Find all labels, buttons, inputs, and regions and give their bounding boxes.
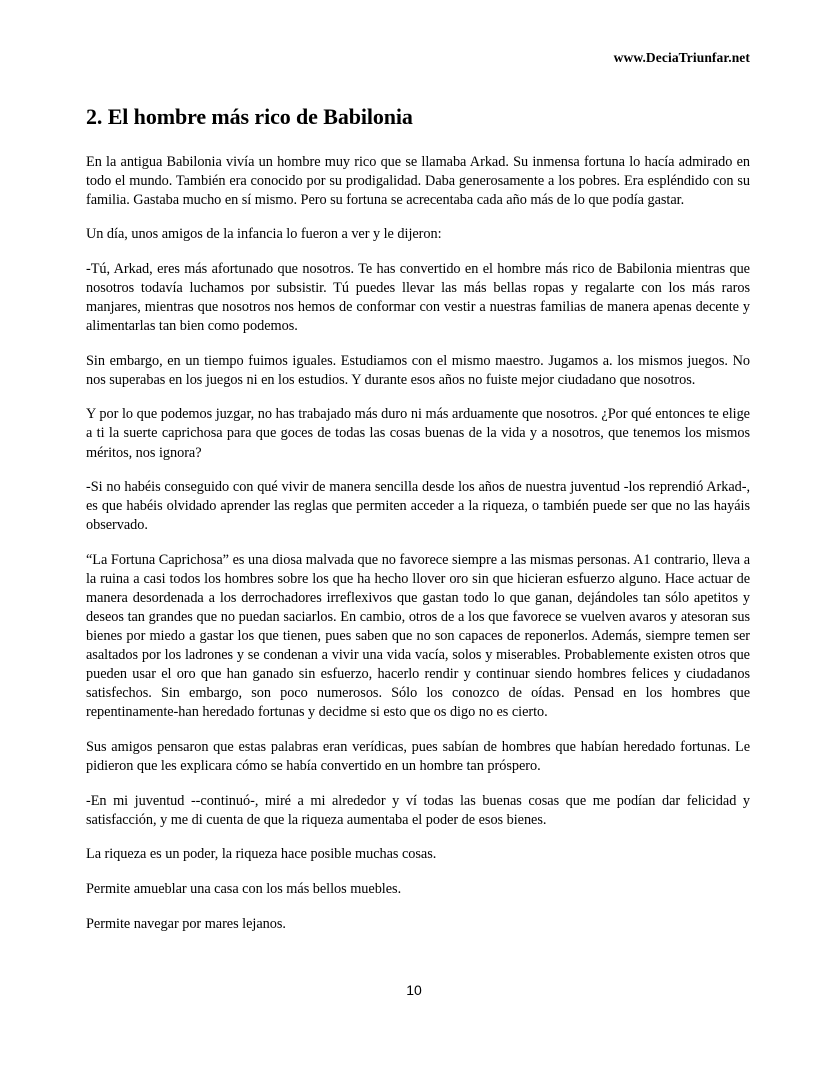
paragraph: “La Fortuna Caprichosa” es una diosa malvada que no favorece siempre a las mismas personas. A1 contrario, lleva a la ruina a casi todos los hombres sobre los que ha hecho llover oro sin que hicieran esfuerzo alguno. Hace actuar de manera desordenada a los derrochadores irreflexivos que gastan todo lo que ganan, dejándoles tan sólo apetitos y deseos tan grandes que no puedan saciarlos. En cambio, otros de a los que favorece se vuelven avaros y atesoran sus bienes por miedo a gastar los que tienen, pues saben que no son capaces de reponerlos. Además, siempre temen ser asaltados por los ladrones y se condenan a vivir una vida vacía, solos y miserables. Probablemente existen otros que pueden usar el oro que han ganado sin esfuerzo, hacerlo rendir y continuar siendo hombres felices y ciudadanos satisfechos. Sin embargo, son poco numerosos. Sólo los conozco de oídas. Pensad en los hombres que repentinamente-han heredado fortunas y decidme si esto que os digo no es cierto. xyxy=(86,551,750,721)
paragraph: Y por lo que podemos juzgar, no has trabajado más duro ni más arduamente que nosotros. ¿Por qué entonces te elige a ti la suerte caprichosa para que goces de todas las cosas buenas de la vida y a nosotros, que tenemos los mismos méritos, nos ignora? xyxy=(86,406,750,461)
paragraph: -Si no habéis conseguido con qué vivir de manera sencilla desde los años de nuestra juventud -los reprendió Arkad-, es que habéis olvidado aprender las reglas que permiten acceder a la riqueza, o también puede ser que no las hayáis observado. xyxy=(86,479,750,534)
paragraph: La riqueza es un poder, la riqueza hace posible muchas cosas. xyxy=(86,846,437,863)
page-content xyxy=(86,0,750,934)
paragraph: En la antigua Babilonia vivía un hombre muy rico que se llamaba Arkad. Su inmensa fortuna lo hacía admirado en todo el mundo. También era conocido por su prodigalidad. Daba generosamente a los pobres. Era espléndido con su familia. Gastaba mucho en sí mismo. Pero su fortuna se acrecentaba cada año más de lo que podía gastar. xyxy=(86,153,750,208)
page-title: 2. El hombre más rico de Babilonia xyxy=(86,104,413,130)
page-number: 10 xyxy=(406,982,422,998)
paragraph: Permite navegar por mares lejanos. xyxy=(86,915,286,932)
paragraph: Sin embargo, en un tiempo fuimos iguales. Estudiamos con el mismo maestro. Jugamos a. los mismos juegos. No nos superabas en los juegos ni en los estudios. Y durante esos años no fuiste mejor ciudadano que nosotros. xyxy=(86,352,750,388)
paragraph: -Tú, Arkad, eres más afortunado que nosotros. Te has convertido en el hombre más rico de Babilonia mientras que nosotros todavía luchamos por subsistir. Tú puedes llevar las más bellas ropas y regalarte con los más raros manjares, mientras que nosotros nos hemos de conformar con vestir a nuestras familias de manera apenas decente y alimentarlas tan bien como podemos. xyxy=(86,260,750,335)
site-url-header: www.DeciaTriunfar.net xyxy=(613,50,750,65)
body-text-container xyxy=(86,131,750,934)
paragraph: -En mi juventud --continuó-, miré a mi alrededor y ví todas las buenas cosas que me podían dar felicidad y satisfacción, y me di cuenta de que la riqueza aumentaba el poder de esos bienes. xyxy=(86,792,750,828)
paragraph: Permite amueblar una casa con los más bellos muebles. xyxy=(86,880,402,897)
paragraph: Un día, unos amigos de la infancia lo fueron a ver y le dijeron: xyxy=(86,226,442,243)
paragraph: Sus amigos pensaron que estas palabras eran verídicas, pues sabían de hombres que habían heredado fortunas. Le pidieron que les explicara cómo se había convertido en un hombre tan próspero. xyxy=(86,739,750,775)
